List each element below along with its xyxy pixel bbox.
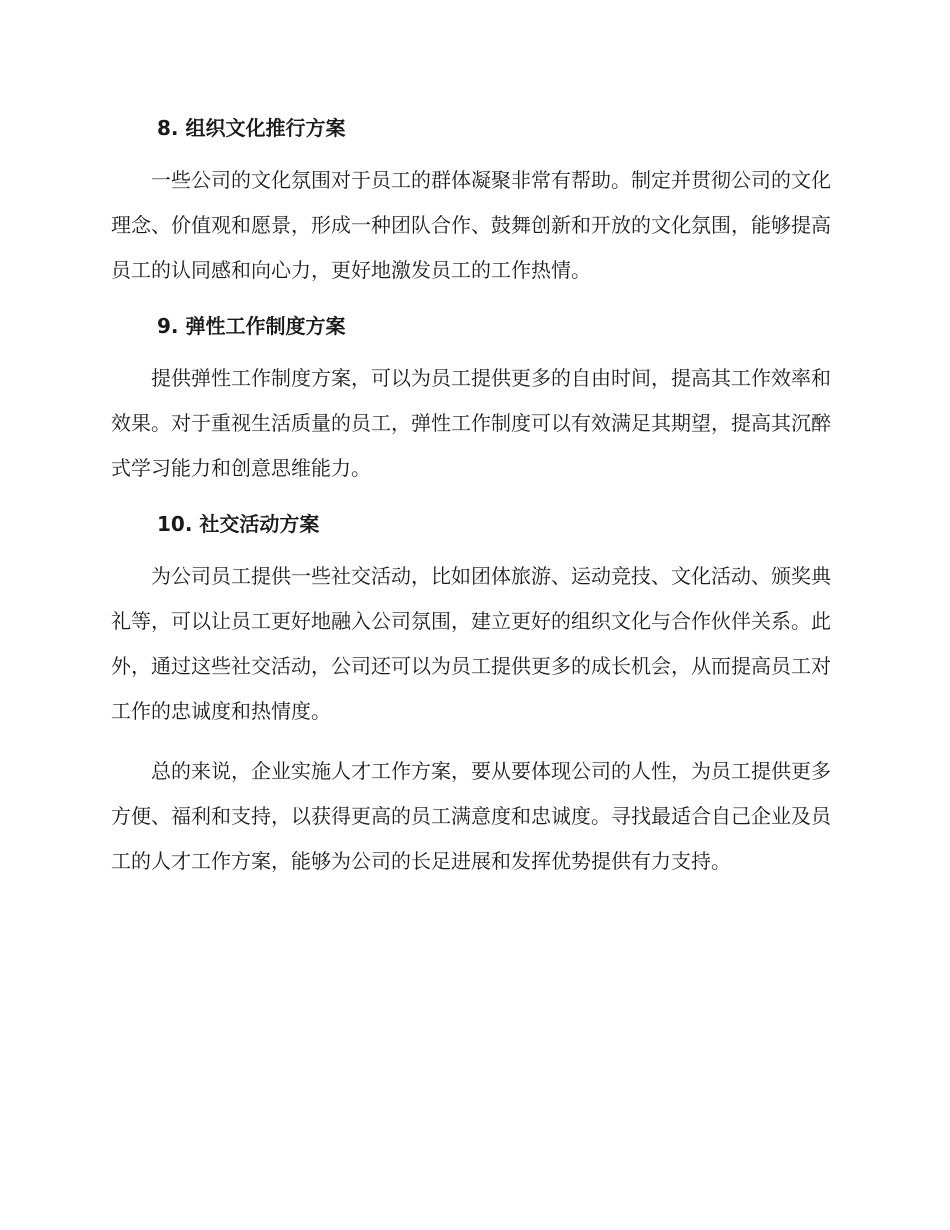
section-heading-8: 8. 组织文化推行方案 [157, 116, 346, 140]
conclusion-paragraph: 总的来说，企业实施人才工作方案，要从要体现公司的人性，为员工提供更多方便、福利和支持，以获得更高的员工满意度和忠诚度。寻找最适合自己企业及员工的人才工作方案，能够为公司的长足进展和发挥优势提供有力支持。 [111, 759, 831, 873]
section-heading-10: 10. 社交活动方案 [157, 512, 320, 536]
section-heading-9: 9. 弹性工作制度方案 [157, 314, 346, 338]
section-paragraph-8: 一些公司的文化氛围对于员工的群体凝聚非常有帮助。制定并贯彻公司的文化理念、价值观和愿景，形成一种团队合作、鼓舞创新和开放的文化氛围，能够提高员工的认同感和向心力，更好地激发员工的工作热情。 [111, 168, 831, 282]
section-paragraph-10: 为公司员工提供一些社交活动，比如团体旅游、运动竞技、文化活动、颁奖典礼等，可以让员工更好地融入公司氛围，建立更好的组织文化与合作伙伴关系。此外，通过这些社交活动，公司还可以为员工提供更多的成长机会，从而提高员工对工作的忠诚度和热情度。 [111, 564, 831, 723]
document-body [111, 110, 831, 884]
section-paragraph-9: 提供弹性工作制度方案，可以为员工提供更多的自由时间，提高其工作效率和效果。对于重视生活质量的员工，弹性工作制度可以有效满足其期望，提高其沉醉式学习能力和创意思维能力。 [111, 366, 831, 480]
